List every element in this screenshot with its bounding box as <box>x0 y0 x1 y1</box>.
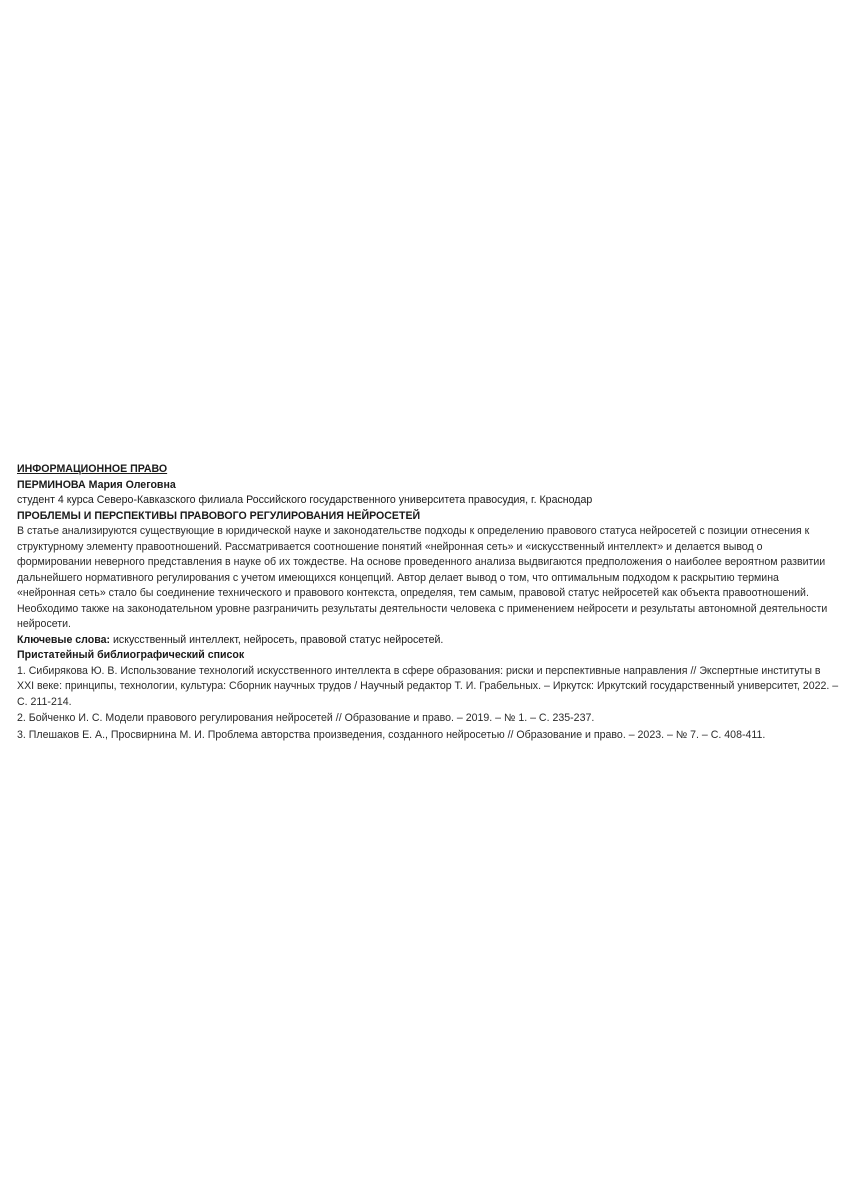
reference-item: 3. Плешаков Е. А., Просвирнина М. И. Проблема авторства произведения, созданного нейросетью // Образование и право. – 2023. – № 7. – С. 408-411. <box>17 728 766 741</box>
reference-item: 2. Бойченко И. С. Модели правового регулирования нейросетей // Образование и право. – 2019. – № 1. – С. 235-237. <box>17 712 595 724</box>
keywords-label: Ключевые слова: <box>17 633 111 646</box>
keywords-text: искусственный интеллект, нейросеть, правовой статус нейросетей. <box>110 633 444 646</box>
references-list <box>17 664 839 744</box>
author-name: ПЕРМИНОВА Мария Олеговна <box>17 478 176 491</box>
references-heading: Пристатейный библиографический список <box>17 649 245 661</box>
keywords-line <box>17 633 839 649</box>
reference-item: 1. Сибирякова Ю. В. Использование технологий искусственного интеллекта в сфере образования: риски и перспективные направления // Экспертные институты в XXI веке: принципы, технологии, культура: Сборник научных трудов / Научный редактор Т. И. Грабельных. – Иркутск: Иркутский государственный университет, 2022. – С. 211-214. <box>17 664 839 708</box>
article-title: ПРОБЛЕМЫ И ПЕРСПЕКТИВЫ ПРАВОВОГО РЕГУЛИРОВАНИЯ НЕЙРОСЕТЕЙ <box>17 509 421 522</box>
author-affiliation: студент 4 курса Северо-Кавказского филиала Российского государственного университета правосудия, г. Краснодар <box>17 494 593 506</box>
abstract-text: В статье анализируются существующие в юридической науке и законодательстве подходы к определению правового статуса нейросетей с позиции отнесения к структурному элементу правоотношений. Рассматривается соотношение понятий «нейронная сеть» и «искусственный интеллект» и делается вывод о формировании неверного представления в науке об их тождестве. На основе проведенного анализа выдвигаются предположения о наиболее вероятном развитии дальнейшего нормативного регулирования с учетом имеющихся концепций. Автор делает вывод о том, что оптимальным подходом к раскрытию термина «нейронная сеть» стало бы соединение технического и правового контекста, определяя, тем самым, правовой статус нейросетей как объекта правоотношений. Необходимо также на законодательном уровне разграничить результаты деятельности человека с применением нейросети и результаты автономной деятельности нейросети. <box>17 525 828 630</box>
article-content <box>17 462 839 744</box>
section-heading: ИНФОРМАЦИОННОЕ ПРАВО <box>17 463 168 475</box>
